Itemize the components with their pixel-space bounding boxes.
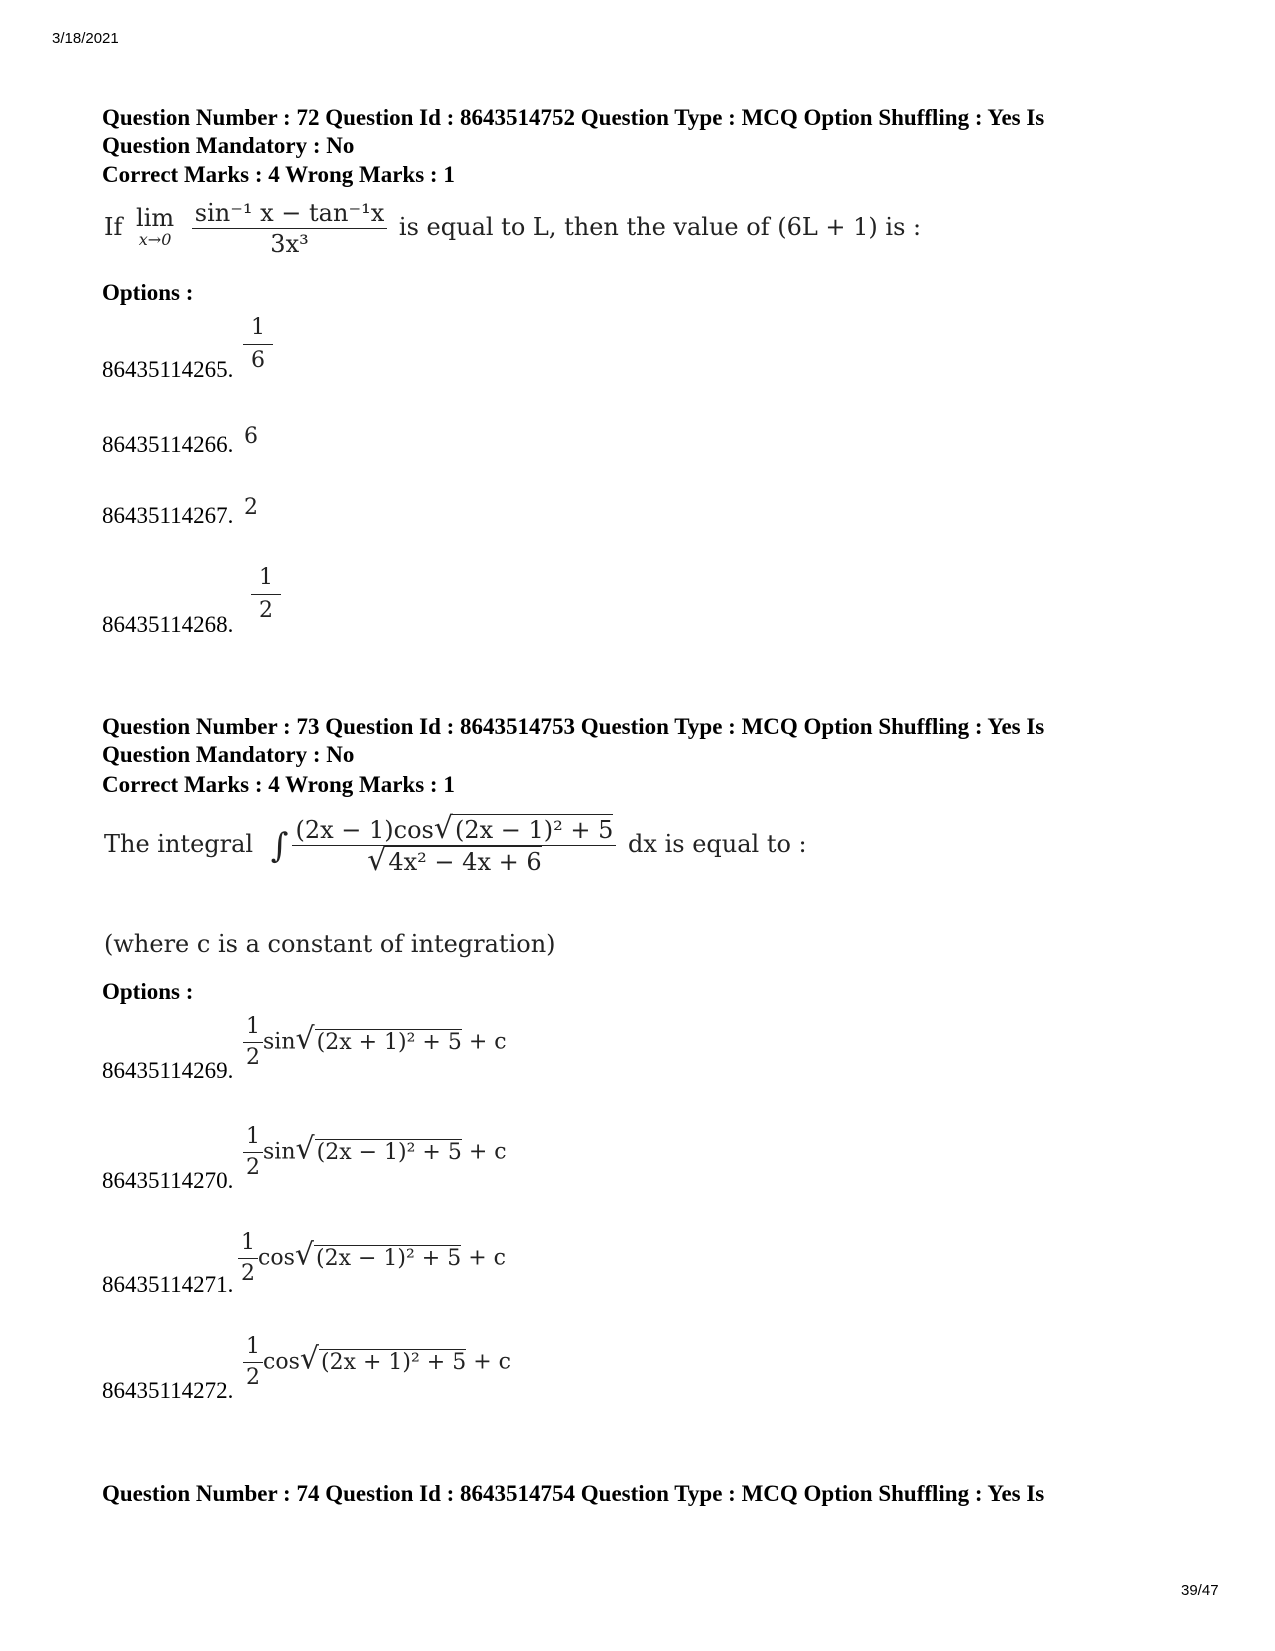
q72-option-2-id: 86435114266. xyxy=(102,432,234,457)
q72-option-1-num: 1 xyxy=(243,312,273,345)
half-fraction: $\frac{1}{2}$ xyxy=(243,1332,263,1393)
sqrt-icon: √ xyxy=(367,843,387,878)
q74-header-line1: Question Number : 74 Question Id : 8643514754 Question Type : MCQ Option Shuffling : Yes Is xyxy=(102,1481,1045,1506)
q72-option-1-value xyxy=(243,312,273,377)
half-fraction: $\frac{1}{2}$ xyxy=(238,1228,258,1289)
q73-option-2-value xyxy=(243,1122,507,1183)
q73-option-2-id: 86435114270. xyxy=(102,1168,234,1193)
q73-option-1-radicand: (2x + 1)² + 5 xyxy=(316,1029,462,1055)
q72-limit xyxy=(136,203,175,251)
q73-option-2-func: sin xyxy=(263,1139,296,1165)
q72-option-4-den: 2 xyxy=(259,598,273,623)
sqrt-icon: √ xyxy=(433,811,453,846)
q72-option-3-value: 2 xyxy=(244,495,258,520)
q73-header xyxy=(102,713,1182,769)
q73-option-4-value xyxy=(243,1332,511,1393)
sqrt-icon: √ xyxy=(294,1237,314,1273)
print-date: 3/18/2021 xyxy=(52,30,119,47)
q72-option-4-value xyxy=(251,562,281,627)
q72-header-line1: Question Number : 72 Question Id : 8643514752 Question Type : MCQ Option Shuffling : Yes Is xyxy=(102,105,1045,130)
q73-option-1-value xyxy=(243,1012,507,1073)
q73-option-3-value xyxy=(238,1228,506,1289)
q73-option-1-id: 86435114269. xyxy=(102,1058,234,1083)
q73-marks: Correct Marks : 4 Wrong Marks : 1 xyxy=(102,772,455,797)
q73-option-3-tail: + c xyxy=(468,1245,506,1271)
q73-header-line1: Question Number : 73 Question Id : 8643514753 Question Type : MCQ Option Shuffling : Yes Is xyxy=(102,714,1045,739)
q72-stem-tail: is equal to L, then the value of (6L + 1) is : xyxy=(398,213,922,241)
q73-numerator-radicand: (2x − 1)² + 5 xyxy=(454,816,614,844)
page-number: 39/47 xyxy=(1181,1582,1219,1599)
q73-stem-intro: The integral xyxy=(104,830,254,858)
q73-stem-dx: dx is equal to : xyxy=(628,830,807,858)
q73-denominator-radicand: 4x² − 4x + 6 xyxy=(388,848,542,876)
q72-numerator: sin⁻¹ x − tan⁻¹x xyxy=(192,198,388,229)
q72-header xyxy=(102,104,1182,160)
q72-lim-sub: x→0 xyxy=(138,229,172,249)
q73-option-4-id: 86435114272. xyxy=(102,1378,234,1403)
q73-option-2-radicand: (2x − 1)² + 5 xyxy=(316,1139,462,1165)
q73-header-line2: Question Mandatory : No xyxy=(102,742,355,767)
q72-denominator: 3x³ xyxy=(270,230,309,258)
q73-option-4-tail: + c xyxy=(473,1349,511,1375)
q72-fraction xyxy=(192,198,388,259)
q72-option-2-value: 6 xyxy=(244,424,258,449)
q72-marks: Correct Marks : 4 Wrong Marks : 1 xyxy=(102,162,455,187)
q73-option-4-func: cos xyxy=(263,1349,300,1375)
q72-option-4-num: 1 xyxy=(251,562,281,595)
q72-option-3-id: 86435114267. xyxy=(102,503,234,528)
q73-stem xyxy=(104,811,807,878)
q72-header-line2: Question Mandatory : No xyxy=(102,133,355,158)
q73-option-3-func: cos xyxy=(258,1245,295,1271)
sqrt-icon: √ xyxy=(295,1131,315,1167)
q73-option-1-tail: + c xyxy=(468,1029,507,1055)
q72-options-label: Options : xyxy=(102,280,194,305)
q72-option-1-den: 6 xyxy=(251,348,265,373)
q73-option-1-func: sin xyxy=(263,1029,296,1055)
q72-stem-if: If xyxy=(104,213,123,241)
q73-numerator-a: (2x − 1)cos xyxy=(295,816,434,844)
q72-option-4-id: 86435114268. xyxy=(102,612,234,637)
q73-option-3-id: 86435114271. xyxy=(102,1272,234,1297)
half-fraction: $\frac{1}{2}$ xyxy=(243,1012,263,1073)
half-fraction: $\frac{1}{2}$ xyxy=(243,1122,263,1183)
sqrt-icon: √ xyxy=(295,1021,315,1057)
q73-option-2-tail: + c xyxy=(468,1139,507,1165)
q74-header xyxy=(102,1480,1182,1508)
q73-stem-note: (where c is a constant of integration) xyxy=(104,930,556,958)
q72-stem xyxy=(104,198,921,259)
sqrt-icon: √ xyxy=(299,1341,319,1377)
q72-option-1-id: 86435114265. xyxy=(102,357,234,382)
q73-denominator xyxy=(292,843,616,878)
q72-lim-word: lim xyxy=(136,203,175,232)
q73-numerator xyxy=(292,811,616,846)
q73-options-label: Options : xyxy=(102,979,194,1004)
q73-option-3-radicand: (2x − 1)² + 5 xyxy=(315,1245,462,1271)
integral-sign-icon: ∫ xyxy=(270,825,289,866)
q73-option-4-radicand: (2x + 1)² + 5 xyxy=(320,1349,467,1375)
q73-fraction xyxy=(292,811,616,878)
